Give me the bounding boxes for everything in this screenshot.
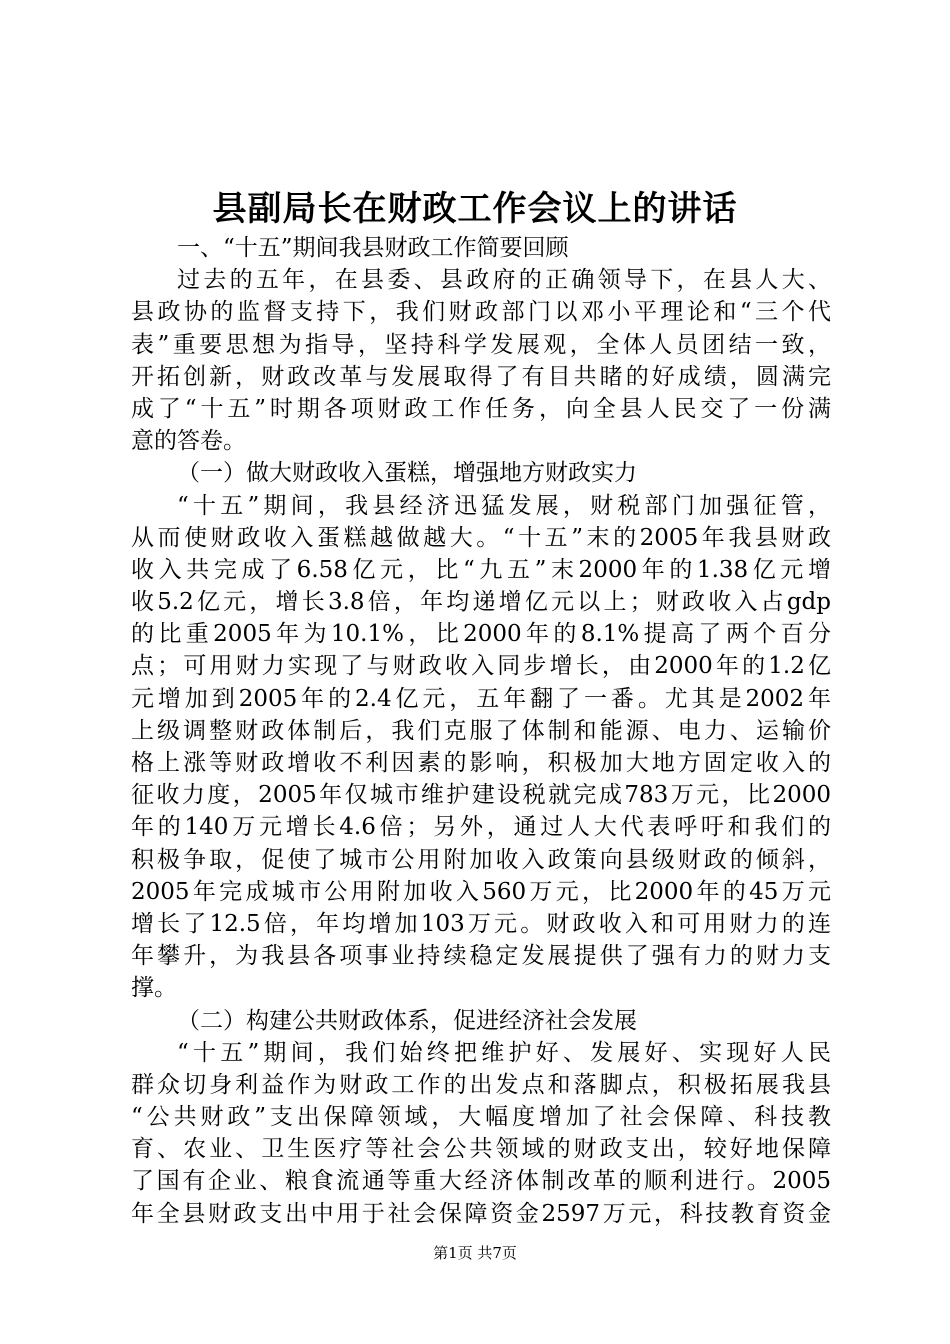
paragraph-line: 县政协的监督支持下，我们财政部门以邓小平理论和“三个代: [131, 299, 831, 326]
paragraph-line: 年全县财政支出中用于社会保障资金2597万元，科技教育资金: [131, 1200, 831, 1227]
paragraph-line: 意的答卷。: [131, 428, 246, 455]
paragraph-line: 开拓创新，财政改革与发展取得了有目共睹的好成绩，圆满完: [131, 363, 831, 390]
paragraph-line: 上级调整财政体制后，我们克服了体制和能源、电力、运输价: [131, 717, 831, 744]
paragraph-line: 收5.2亿元，增长3.8倍，年均递增亿元以上；财政收入占gdp: [131, 589, 831, 616]
section-heading: 一、“十五”期间我县财政工作简要回顾: [177, 235, 569, 261]
paragraph-line: 了国有企业、粮食流通等重大经济体制改革的顺利进行。2005: [131, 1168, 831, 1195]
paragraph-line: 成了“十五”时期各项财政工作任务，向全县人民交了一份满: [131, 395, 831, 422]
document-title: 县副局长在财政工作会议上的讲话: [212, 189, 738, 229]
paragraph-line: 征收力度，2005年仅城市维护建设税就完成783万元，比2000: [131, 782, 831, 809]
page-footer: 第1页 共7页: [433, 1244, 517, 1262]
paragraph-line: 格上涨等财政增收不利因素的影响，积极加大地方固定收入的: [131, 750, 831, 776]
paragraph-line: 育、农业、卫生医疗等社会公共领域的财政支出，较好地保障: [131, 1136, 831, 1163]
document-body: [131, 232, 831, 1230]
paragraph-line: 积极争取，促使了城市公用附加收入政策向县级财政的倾斜，: [131, 846, 831, 873]
paragraph-line: 2005年完成城市公用附加收入560万元，比2000年的45万元: [131, 878, 831, 905]
paragraph-line: 表”重要思想为指导，坚持科学发展观，全体人员团结一致，: [131, 331, 831, 358]
paragraph-line: 年攀升，为我县各项事业持续稳定发展提供了强有力的财力支: [131, 943, 831, 970]
paragraph-line: 增长了12.5倍，年均增加103万元。财政收入和可用财力的连: [131, 910, 831, 937]
paragraph-line: 收入共完成了6.58亿元，比“九五”末2000年的1.38亿元增: [131, 556, 831, 583]
subsection-heading: （二）构建公共财政体系，促进经济社会发展: [177, 1007, 637, 1034]
paragraph-line: “十五”期间，我县经济迅猛发展，财税部门加强征管，: [177, 492, 831, 519]
paragraph-line: 点；可用财力实现了与财政收入同步增长，由2000年的1.2亿: [131, 653, 831, 680]
paragraph-line: 过去的五年，在县委、县政府的正确领导下，在县人大、: [177, 267, 831, 294]
paragraph-line: 的比重2005年为10.1%，比2000年的8.1%提高了两个百分: [131, 621, 831, 648]
paragraph-line: 从而使财政收入蛋糕越做越大。“十五”末的2005年我县财政: [131, 524, 831, 551]
paragraph-line: 年的140万元增长4.6倍；另外，通过人大代表呼吁和我们的: [131, 814, 831, 841]
paragraph-line: “十五”期间，我们始终把维护好、发展好、实现好人民: [177, 1039, 831, 1066]
paragraph-line: 群众切身利益作为财政工作的出发点和落脚点，积极拓展我县: [131, 1071, 831, 1098]
paragraph-line: 撑。: [131, 975, 177, 1002]
paragraph-line: “公共财政”支出保障领域，大幅度增加了社会保障、科技教: [131, 1104, 831, 1131]
subsection-heading: （一）做大财政收入蛋糕，增强地方财政实力: [177, 460, 637, 487]
paragraph-line: 元增加到2005年的2.4亿元，五年翻了一番。尤其是2002年: [131, 685, 831, 712]
